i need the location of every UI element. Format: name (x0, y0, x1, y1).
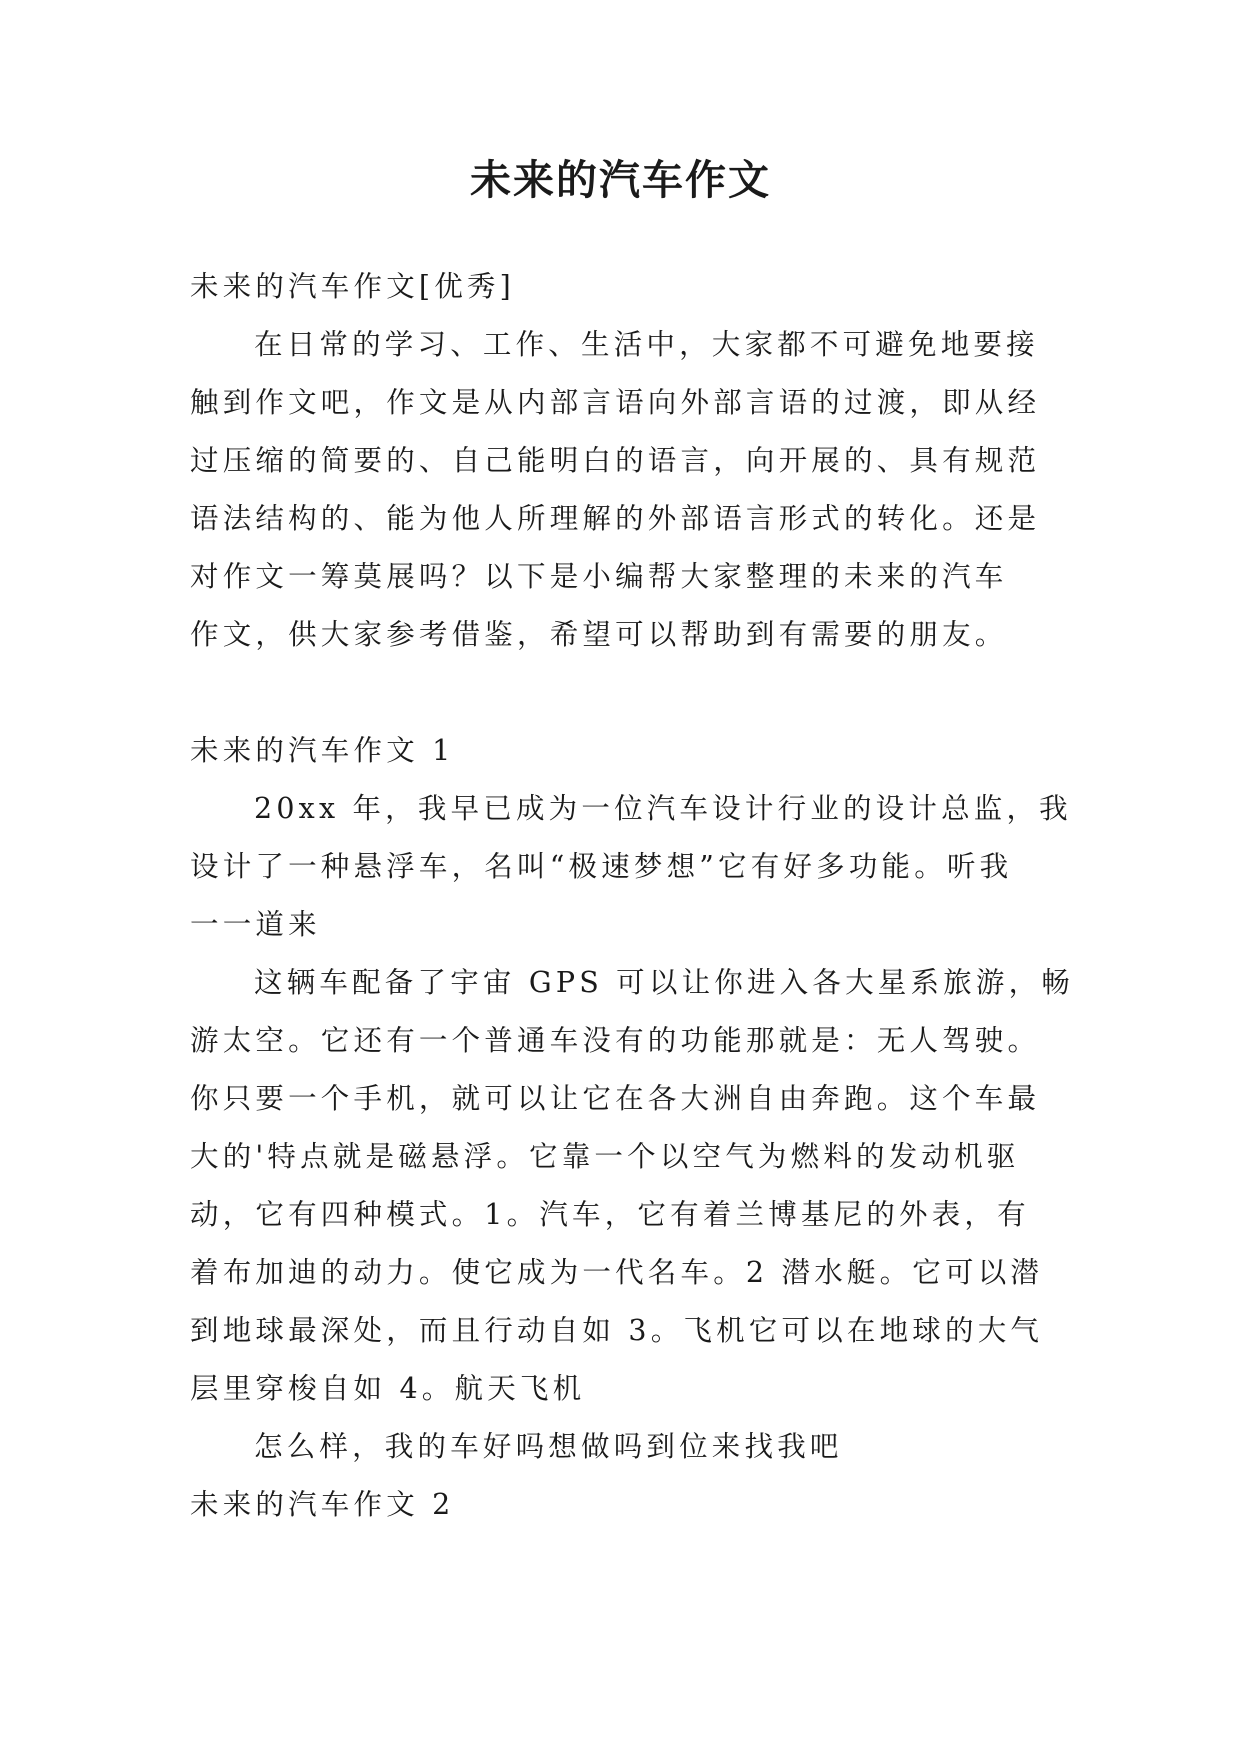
paragraph-line: 层里穿梭自如 4。航天飞机 (190, 1372, 586, 1405)
essay1-heading: 未来的汽车作文 1 (190, 734, 455, 767)
paragraph-line: 你只要一个手机，就可以让它在各大洲自由奔跑。这个车最 (190, 1082, 1041, 1115)
document-body (190, 258, 1074, 1534)
intro-heading: 未来的汽车作文[优秀] (190, 270, 515, 303)
paragraph-line: 在日常的学习、工作、生活中，大家都不可避免地要接 (254, 328, 1039, 361)
paragraph-line: 过压缩的简要的、自己能明白的语言，向开展的、具有规范 (190, 444, 1041, 477)
paragraph-line: 这辆车配备了宇宙 GPS 可以让你进入各大星系旅游，畅 (254, 966, 1074, 999)
paragraph-line: 作文，供大家参考借鉴，希望可以帮助到有需要的朋友。 (190, 618, 1008, 651)
blank-line (190, 664, 1058, 722)
paragraph-line: 20xx 年，我早已成为一位汽车设计行业的设计总监，我 (254, 792, 1072, 825)
paragraph-line: 着布加迪的动力。使它成为一代名车。2 潜水艇。它可以潜 (190, 1256, 1044, 1289)
paragraph-line: 怎么样，我的车好吗想做吗到位来找我吧 (254, 1430, 843, 1463)
paragraph-line: 大的'特点就是磁悬浮。它靠一个以空气为燃料的发动机驱 (190, 1140, 1020, 1173)
paragraph-line: 设计了一种悬浮车，名叫“极速梦想”它有好多功能。听我 (190, 850, 1013, 883)
essay1-paragraph-1 (190, 780, 1072, 954)
paragraph-line: 动，它有四种模式。1。汽车，它有着兰博基尼的外表，有 (190, 1198, 1030, 1231)
essay2-heading: 未来的汽车作文 2 (190, 1488, 455, 1521)
paragraph-line: 对作文一筹莫展吗？以下是小编帮大家整理的未来的汽车 (190, 560, 1008, 593)
paragraph-line: 到地球最深处，而且行动自如 3。飞机它可以在地球的大气 (190, 1314, 1044, 1347)
essay1-paragraph-3 (190, 1418, 1058, 1476)
paragraph-line: 游太空。它还有一个普通车没有的功能那就是：无人驾驶。 (190, 1024, 1041, 1057)
intro-paragraph (190, 316, 1058, 664)
paragraph-line: 语法结构的、能为他人所理解的外部语言形式的转化。还是 (190, 502, 1041, 535)
essay1-paragraph-2 (190, 954, 1074, 1418)
paragraph-line: 触到作文吧，作文是从内部言语向外部言语的过渡，即从经 (190, 386, 1041, 419)
paragraph-line: 一一道来 (190, 908, 321, 941)
document-title: 未来的汽车作文 (470, 156, 771, 204)
